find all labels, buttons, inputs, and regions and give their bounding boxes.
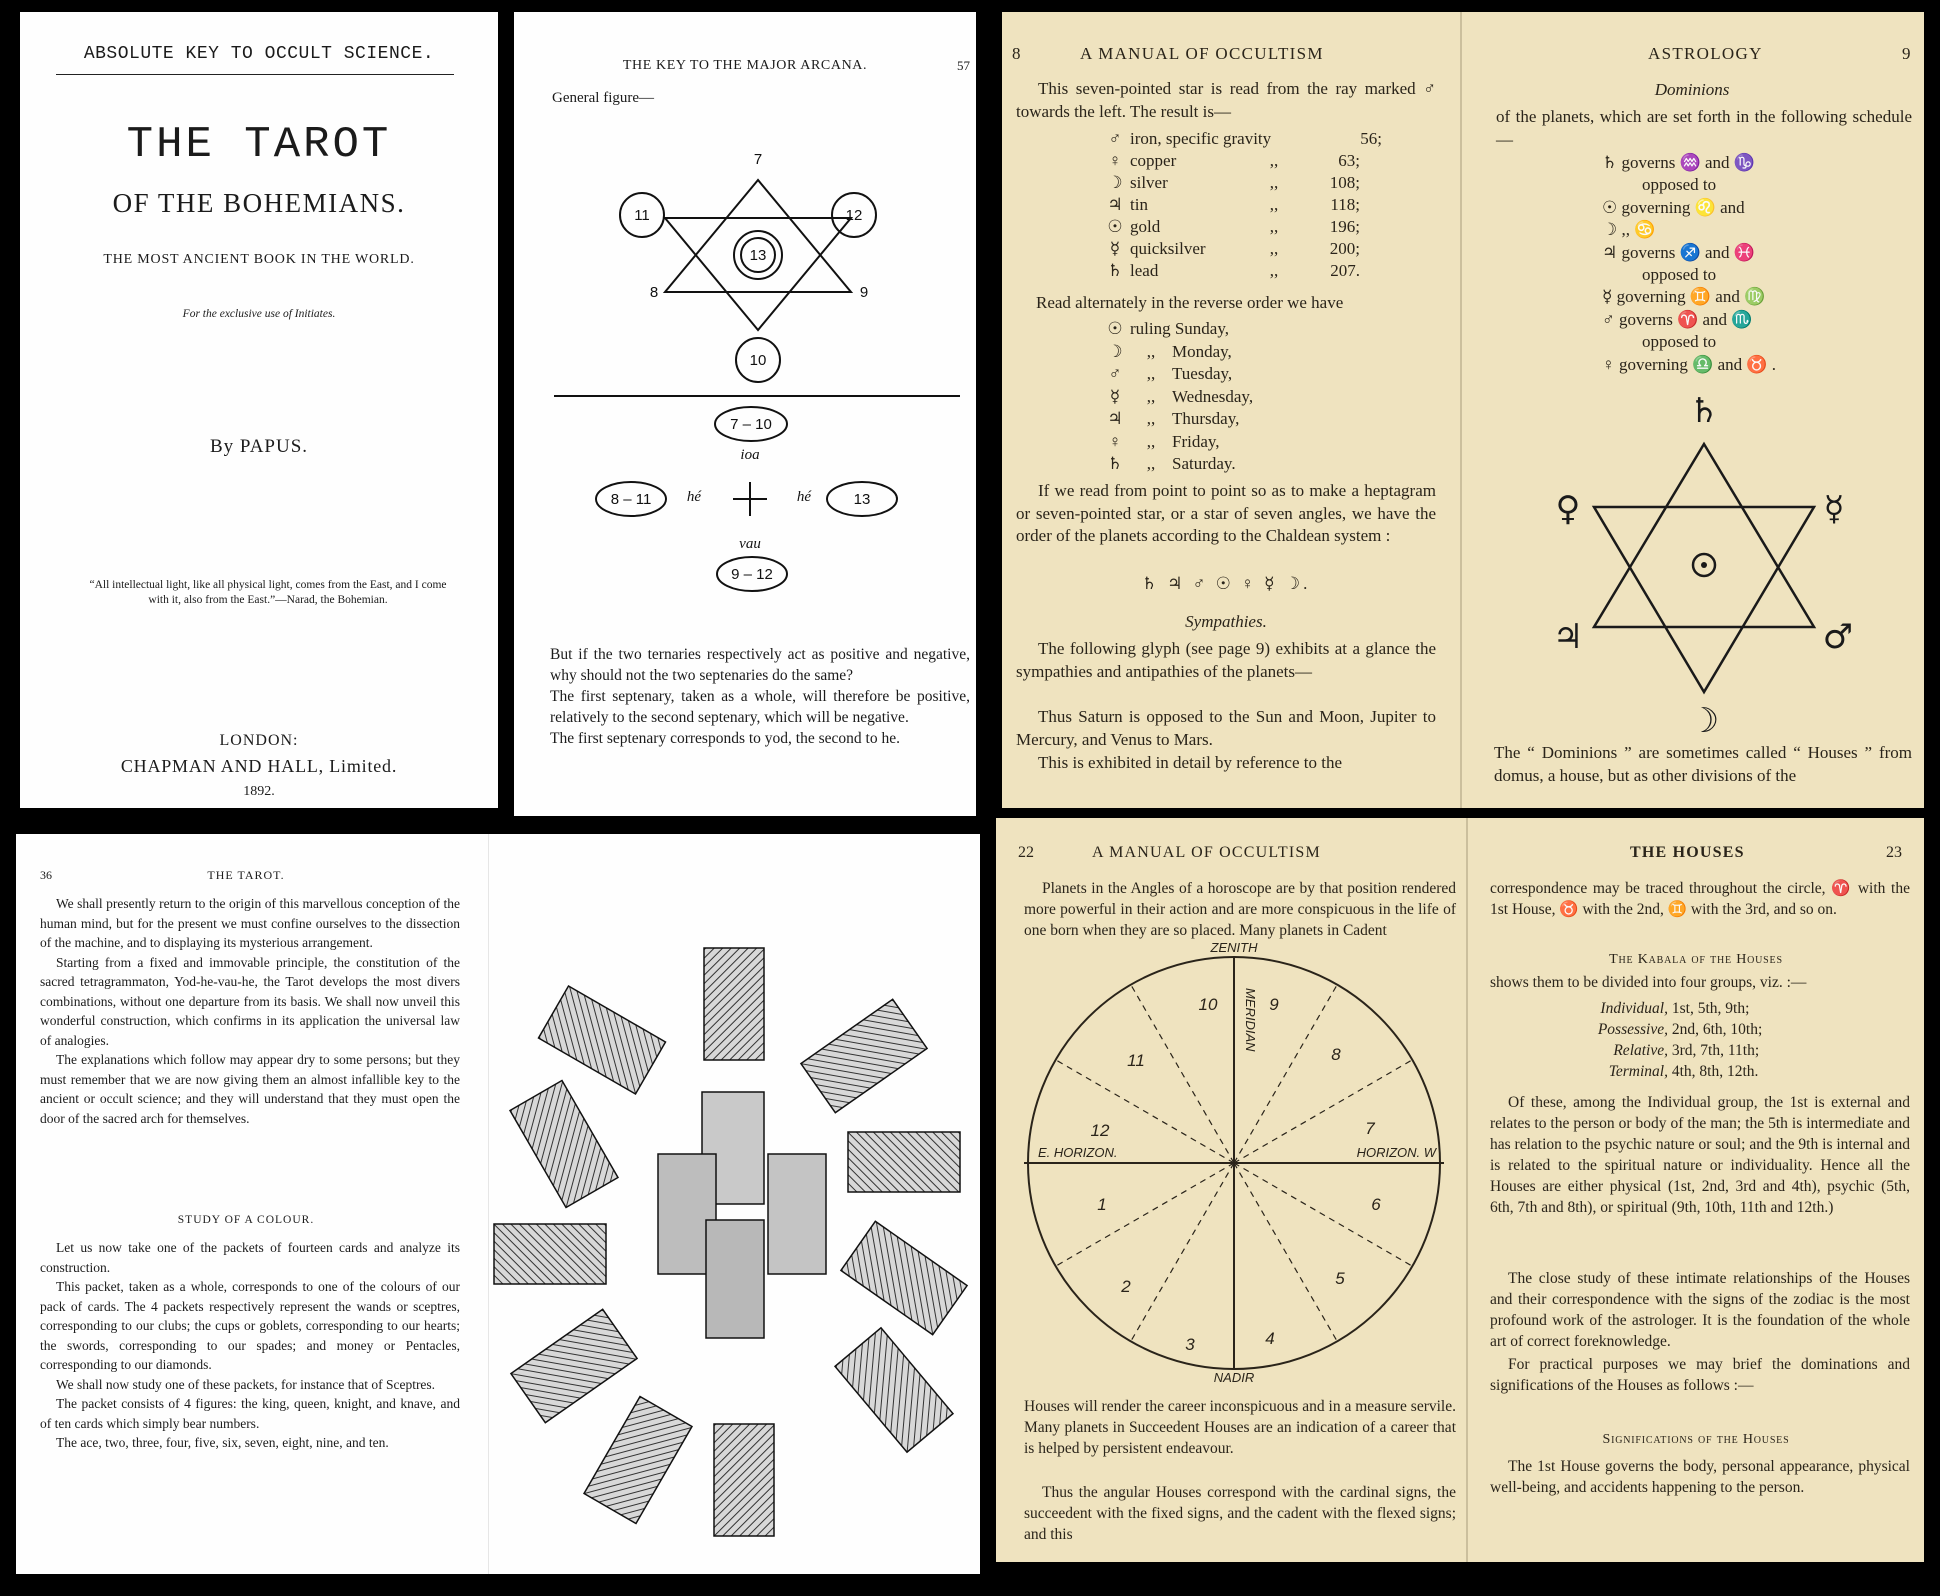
angles-paragraph: Planets in the Angles of a horoscope are by that position rendered more powerful in their action and are more conspicuous in the life of one born when they are so placed. Many planets in Cadent: [1024, 880, 1456, 939]
tarot-paragraph: The packet consists of 4 figures: the king, queen, knight, and knave, and of ten cards which simply bear numbers.: [40, 1396, 460, 1431]
metal-row: ♂ iron, specific gravity 56;: [1108, 129, 1382, 148]
saturn-glyph: ♄: [1688, 391, 1720, 431]
sympathies-paragraph: The following glyph (see page 9) exhibits at a glance the sympathies and antipathies of the planets—: [1016, 639, 1436, 681]
tarot-card: [848, 1132, 960, 1192]
tarot-paragraph: The ace, two, three, four, five, six, seven, eight, nine, and ten.: [56, 1435, 389, 1450]
reverse-order-line: Read alternately in the reverse order we have: [1036, 293, 1344, 312]
exhibited-paragraph: This is exhibited in detail by reference to the: [1038, 753, 1343, 772]
correspondence-paragraph: correspondence may be traced throughout the circle, ♈ with the 1st House, ♉ with the 2nd, ♊ with the 3rd, and so on.: [1490, 880, 1910, 918]
houses-chart: [996, 818, 1466, 1385]
oval-label-right: 13: [853, 491, 871, 508]
word-ioa: ioa: [740, 447, 760, 463]
figure-caption: General figure—: [552, 90, 655, 106]
metal-row: ☉ gold ,, 196;: [1107, 217, 1360, 236]
individual-paragraph: Of these, among the Individual group, the 1st is external and relates to the person or body of the man; the 5th is intermediate and has relation to the psychic nature or soul; and the 9th is internal and is related to the spiritual nature or individuality. Hence all the Houses are either physical (1st, 2nd, 3rd and 4th), psychic (5th, 6th, 7th and 8th), or spiritual (9th, 10th, 11th and 12th.): [1490, 1094, 1910, 1216]
meridian-label: MERIDIAN: [1243, 988, 1258, 1052]
study-paragraph: The close study of these intimate relationships of the Houses and their correspondence with the signs of the zodiac is the most profound work of the astrologer. It is the foundation of the whole art of correct foreknowledge.: [1490, 1270, 1910, 1350]
house-group-row: Possessive, 2nd, 6th, 10th;: [1597, 1021, 1763, 1038]
angular-paragraph: Thus the angular Houses correspond with the cardinal signs, the succeedent with the fixed signs, and the cadent with the flexed signs; and this: [1024, 1484, 1456, 1543]
house-number: 11: [1127, 1051, 1145, 1070]
house-number: 3: [1185, 1335, 1195, 1354]
schedule-line: ♃ governs ♐ and ♓: [1602, 242, 1755, 262]
publication-year: 1892.: [243, 784, 275, 799]
right-running-head: ASTROLOGY: [1648, 44, 1763, 63]
nadir-label: NADIR: [1213, 1370, 1255, 1385]
house-group-row: Relative, 3rd, 7th, 11th;: [1613, 1042, 1760, 1059]
tarot-card: [584, 1397, 692, 1524]
house-groups: [1572, 998, 1762, 1082]
title-page-panel: [20, 12, 498, 808]
days-table: [1100, 318, 1253, 476]
schedule-line: ☉ governing ♌ and: [1602, 197, 1745, 217]
tarot-text-bottom: [40, 1238, 460, 1453]
tarot-card-knave: [706, 1220, 764, 1338]
book-spine: [1460, 12, 1462, 808]
page-number: 57: [957, 58, 970, 73]
tarot-card: [835, 1328, 953, 1452]
metals-table: [1100, 128, 1382, 282]
metal-row: ☿ quicksilver ,, 200;: [1109, 239, 1360, 258]
metal-row: ☽ silver ,, 108;: [1107, 173, 1360, 192]
dominions-heading: Dominions: [1654, 80, 1730, 99]
tarot-card: [511, 1309, 637, 1422]
mercury-glyph: ☿: [1823, 489, 1845, 529]
arcana-text: [550, 644, 970, 749]
section-heading: STUDY OF A COLOUR.: [177, 1214, 315, 1226]
schedule-line: opposed to: [1642, 265, 1717, 285]
house-number: 6: [1371, 1195, 1381, 1214]
schedule-line: opposed to: [1642, 332, 1717, 352]
arcana-paragraph: But if the two ternaries respectively act as positive and negative, why should not the two septenaries do the same?: [550, 646, 970, 684]
star-intro-paragraph: This seven-pointed star is read from the ray marked ♂ towards the left. The result is—: [1016, 79, 1436, 121]
major-arcana-figure: [514, 12, 976, 583]
house-number: 2: [1121, 1277, 1131, 1296]
schedule-line: ♀ governing ♎ and ♉ .: [1602, 354, 1777, 374]
left-running-head: A MANUAL OF OCCULTISM: [1080, 44, 1324, 63]
tarot-card-knight: [768, 1154, 826, 1274]
metal-row: ♄ lead ,, 207.: [1107, 261, 1360, 280]
tarot-paragraph: We shall presently return to the origin of this marvellous conception of the human mind, but for the present we must confine ourselves to the dissection of the machine, and to displaying its mysterious arrangement.: [40, 896, 460, 950]
metal-row: ♀ copper ,, 63;: [1108, 151, 1360, 170]
tarot-card: [704, 948, 764, 1060]
sympathies-star-glyph: [1464, 12, 1924, 808]
metal-row: ♃ tin ,, 118;: [1107, 195, 1360, 214]
saturn-paragraph: Thus Saturn is opposed to the Sun and Moon, Jupiter to Mercury, and Venus to Mars.: [1016, 707, 1436, 749]
header-rule: [56, 74, 454, 75]
tarot-text-top: [40, 894, 460, 1128]
star-label-circle-right: 12: [845, 207, 863, 224]
initiates-note: For the exclusive use of Initiates.: [182, 308, 336, 320]
chaldean-order: ♄ ♃ ♂ ☉ ♀ ☿ ☽.: [1141, 574, 1311, 593]
zenith-label: ZENITH: [1210, 940, 1258, 955]
running-head: THE KEY TO THE MAJOR ARCANA.: [622, 58, 868, 73]
major-arcana-page-panel: [514, 12, 976, 816]
left-running-head: A MANUAL OF OCCULTISM: [1092, 844, 1321, 861]
jupiter-glyph: ♃: [1552, 617, 1584, 657]
tarot-page-number: 36: [40, 868, 52, 882]
day-row: ♀ ,, Friday,: [1108, 431, 1220, 451]
tarot-paragraph: The explanations which follow may appear dry to some persons; but they must remember that we are now giving them an almost infallible key to the ancient or occult science; and they will understand that they must open the door of the sacred arch for themselves.: [40, 1052, 460, 1126]
upward-triangle: [665, 180, 851, 292]
oval-label-bottom: 9 – 12: [731, 566, 773, 583]
tarot-page-panel: [16, 834, 980, 1574]
cadent-paragraph: Houses will render the career inconspicuous and in a measure servile. Many planets in Succeedent Houses are an indication of a career that is helped by persistent endeavour.: [1024, 1398, 1456, 1457]
page-fold: [488, 834, 489, 1574]
tarot-paragraph: We shall now study one of these packets, for instance that of Sceptres.: [56, 1376, 436, 1392]
star-label-center: 13: [749, 247, 767, 264]
house-group-row: Individual, 1st, 5th, 9th;: [1600, 1000, 1750, 1017]
day-row: ☿ ,, Wednesday,: [1109, 386, 1254, 406]
tarot-card: [801, 999, 927, 1112]
house-number: 10: [1198, 995, 1218, 1014]
day-row: ☽ ,, Monday,: [1107, 341, 1232, 361]
tarot-card: [510, 1081, 618, 1208]
kabala-heading: The Kabala of the Houses: [1609, 952, 1783, 967]
practical-paragraph: For practical purposes we may brief the dominations and significations of the Houses as follows :—: [1490, 1356, 1910, 1394]
star-label-right: 9: [859, 284, 869, 301]
book-title-line2: OF THE BOHEMIANS.: [112, 188, 406, 218]
day-row: ♂ ,, Tuesday,: [1108, 364, 1233, 383]
houses-spread-panel: [996, 818, 1924, 1562]
houses-note-paragraph: The “ Dominions ” are sometimes called “ Houses ” from domus, a house, but as other divisions of the: [1494, 743, 1912, 785]
book-subtitle: THE MOST ANCIENT BOOK IN THE WORLD.: [103, 252, 415, 267]
heptagram-paragraph: If we read from point to point so as to make a heptagram or seven-pointed star, or a star of seven angles, we have the order of the planets according to the Chaldean system :: [1016, 481, 1436, 545]
title-page-header: ABSOLUTE KEY TO OCCULT SCIENCE.: [83, 44, 435, 64]
day-row: ☉ ruling Sunday,: [1107, 319, 1230, 338]
epigraph-quote: “All intellectual light, like all physical light, comes from the East, and I come with it, also from the East.”—Narad, the Bohemian.: [89, 579, 447, 606]
star-up-triangle: [1594, 444, 1814, 627]
day-row: ♄ ,, Saturday.: [1107, 454, 1236, 473]
astrology-spread-panel: [1002, 12, 1924, 808]
arcana-paragraph: The first septenary corresponds to yod, the second to he.: [550, 730, 900, 747]
house-number: 9: [1269, 995, 1279, 1014]
venus-glyph: ♀: [1555, 489, 1581, 529]
sympathies-heading: Sympathies.: [1185, 612, 1267, 631]
tarot-paragraph: Let us now take one of the packets of fourteen cards and analyze its construction.: [40, 1240, 460, 1275]
east-horizon-label: E. HORIZON.: [1038, 1145, 1118, 1160]
kabala-intro: shows them to be divided into four groups, viz. :—: [1490, 974, 1807, 991]
publication-place: LONDON:: [219, 732, 299, 749]
arcana-paragraph: The first septenary, taken as a whole, will therefore be positive, relatively to the second septenary, which will be negative.: [550, 688, 970, 726]
mars-glyph: ♂: [1822, 617, 1854, 657]
west-horizon-label: HORIZON. W: [1356, 1145, 1436, 1160]
author-line: By PAPUS.: [209, 436, 309, 457]
oval-label-left: 8 – 11: [610, 491, 652, 508]
house-number: 4: [1265, 1329, 1275, 1348]
star-label-top: 7: [753, 151, 763, 168]
word-vau: vau: [739, 536, 761, 552]
tarot-card: [841, 1221, 967, 1334]
tarot-card-spread: [492, 834, 980, 1574]
moon-glyph: ☽: [1688, 701, 1720, 741]
dominions-intro: of the planets, which are set forth in the following schedule—: [1496, 107, 1912, 149]
tarot-card: [539, 986, 666, 1094]
publisher-name: CHAPMAN AND HALL, Limited.: [120, 756, 398, 776]
book-title: THE TAROT: [126, 120, 392, 170]
word-he-left: hé: [686, 489, 702, 505]
right-running-head: THE HOUSES: [1630, 844, 1745, 861]
star-label-left: 8: [649, 284, 659, 301]
day-row: ♃ ,, Thursday,: [1107, 409, 1240, 428]
significations-heading: Significations of the Houses: [1602, 1432, 1790, 1447]
tarot-card: [494, 1224, 606, 1284]
oval-label-top: 7 – 10: [730, 416, 772, 433]
schedule-line: ☽ ,, ♋: [1602, 220, 1656, 240]
tarot-paragraph: Starting from a fixed and immovable principle, the constitution of the sacred tetragrammaton, Yod-he-vau-he, the Tarot develops the most divers combinations, without one departure from its basis. We shall now unveil this wonderful construction, which confirms in its application the universal law of analogies.: [40, 954, 460, 1048]
schedule-line: ☿ governing ♊ and ♍: [1602, 287, 1766, 307]
house-number: 8: [1331, 1045, 1341, 1064]
right-page-number: 9: [1902, 44, 1911, 63]
house-number: 5: [1335, 1269, 1345, 1288]
star-label-circle-left: 11: [634, 207, 650, 224]
downward-triangle: [665, 218, 851, 330]
left-page-number: 8: [1012, 44, 1021, 63]
tarot-card: [714, 1424, 774, 1536]
left-page-number: 22: [1018, 844, 1034, 861]
house-group-row: Terminal, 4th, 8th, 12th.: [1608, 1063, 1759, 1080]
house-number: 1: [1097, 1195, 1107, 1214]
word-he-right: hé: [796, 489, 812, 505]
right-page-number: 23: [1886, 844, 1902, 861]
star-label-bottom: 10: [749, 352, 767, 369]
star-down-triangle: [1594, 507, 1814, 692]
book-spine: [1466, 818, 1468, 1562]
tarot-running-head: THE TAROT.: [207, 868, 285, 882]
house-number: 12: [1090, 1121, 1110, 1140]
schedule-line: ♄ governs ♒ and ♑: [1602, 153, 1755, 172]
schedule-line: opposed to: [1642, 175, 1717, 195]
schedule-line: ♂ governs ♈ and ♏: [1602, 309, 1753, 329]
tarot-paragraph: This packet, taken as a whole, corresponds to one of the colours of our pack of cards. The 4 packets respectively represent the wands or sceptres, corresponding to our clubs; the cups or goblets, corresponding to our hearts; the swords, corresponding to our spades; and money or Pentacles, corresponding to our diamonds.: [40, 1279, 460, 1372]
house-number: 7: [1365, 1119, 1375, 1138]
first-house-paragraph: The 1st House governs the body, personal appearance, physical well-being, and accidents happening to the person.: [1490, 1458, 1910, 1496]
